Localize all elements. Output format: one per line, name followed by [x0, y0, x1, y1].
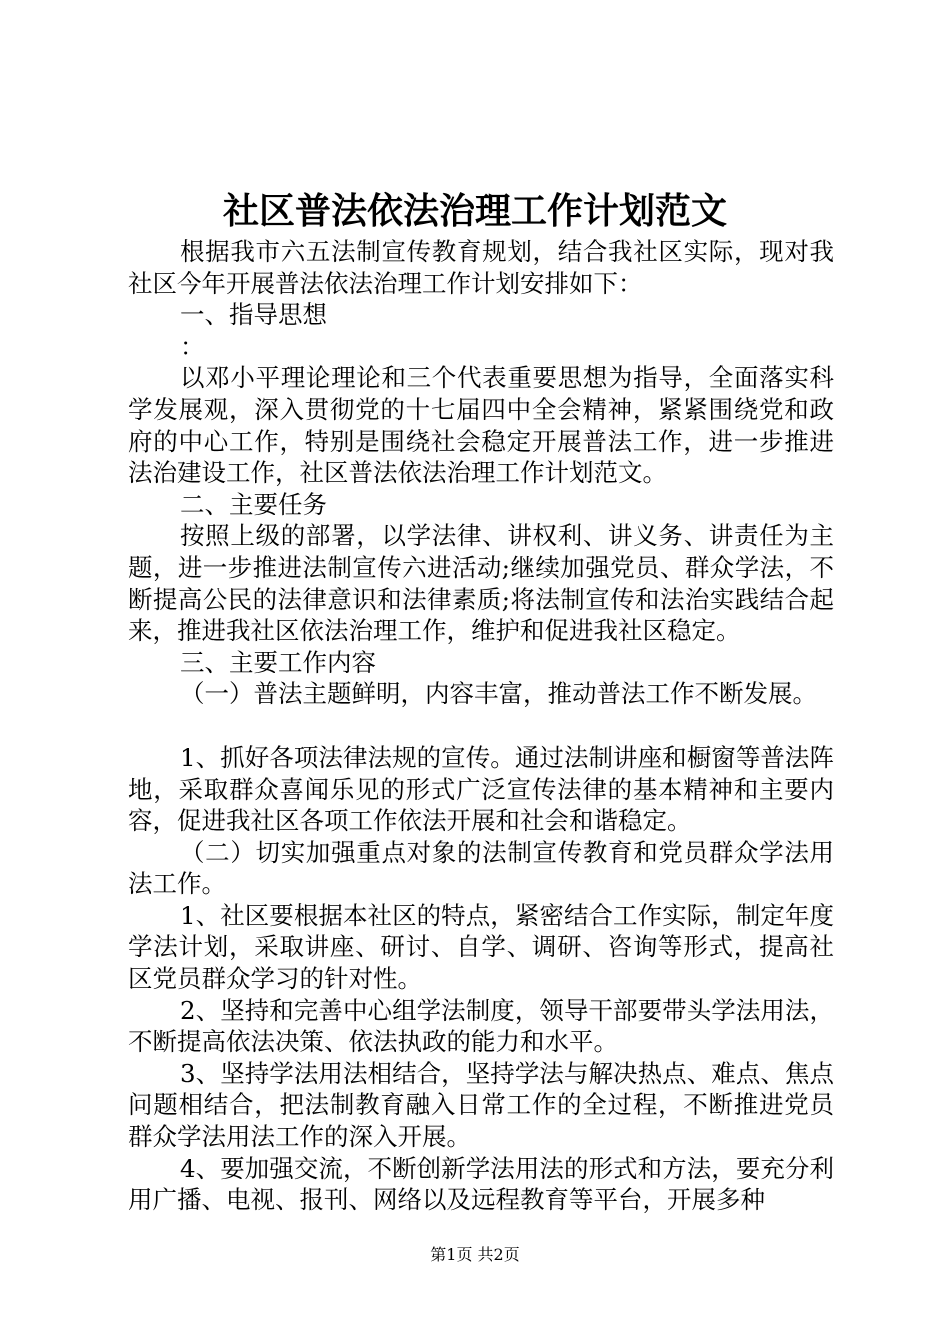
- subsection-heading-2: （二）切实加强重点对象的法制宣传教育和党员群众学法用法工作。: [128, 837, 834, 899]
- colon-line: ：: [180, 331, 205, 361]
- section-heading-work-content: 三、主要工作内容: [180, 647, 376, 677]
- guiding-ideology-paragraph: 以邓小平理论理论和三个代表重要思想为指导，全面落实科学发展观，深入贯彻党的十七届四中全会精神，紧紧围绕党和政府的中心工作，特别是围绕社会稳定开展普法工作，进一步推进法治建设工作，社区普法依法治理工作计划范文。: [128, 363, 834, 488]
- list-item: 3、坚持学法用法相结合，坚持学法与解决热点、难点、焦点问题相结合，把法制教育融入日常工作的全过程，不断推进党员群众学法用法工作的深入开展。: [128, 1058, 834, 1152]
- subsection-heading-1: （一）普法主题鲜明，内容丰富，推动普法工作不断发展。: [180, 679, 817, 709]
- blank-line: [128, 710, 834, 742]
- document-body: [128, 236, 834, 1216]
- list-item: 4、要加强交流，不断创新学法用法的形式和方法，要充分利用广播、电视、报刊、网络以及远程教育等平台，开展多种: [128, 1153, 834, 1215]
- list-item: 1、抓好各项法律法规的宣传。通过法制讲座和橱窗等普法阵地，采取群众喜闻乐见的形式广泛宣传法律的基本精神和主要内容，促进我社区各项工作依法开展和社会和谐稳定。: [128, 742, 834, 836]
- intro-paragraph: 根据我市六五法制宣传教育规划，结合我社区实际，现对我社区今年开展普法依法治理工作计划安排如下：: [128, 237, 834, 298]
- section-heading-guiding-ideology: 一、指导思想: [180, 300, 327, 330]
- section-heading-main-tasks: 二、主要任务: [180, 489, 327, 519]
- document-title: 社区普法依法治理工作计划范文: [222, 190, 727, 232]
- main-tasks-paragraph: 按照上级的部署，以学法律、讲权利、讲义务、讲责任为主题，进一步推进法制宣传六进活动;继续加强党员、群众学法，不断提高公民的法律意识和法律素质;将法制宣传和法治实践结合起来，推进我社区依法治理工作，维护和促进我社区稳定。: [128, 521, 834, 646]
- list-item: 2、坚持和完善中心组学法制度，领导干部要带头学法用法，不断提高依法决策、依法执政的能力和水平。: [128, 995, 834, 1057]
- list-item: 1、社区要根据本社区的特点，紧密结合工作实际，制定年度学法计划，采取讲座、研讨、自学、调研、咨询等形式，提高社区党员群众学习的针对性。: [128, 900, 834, 994]
- page-footer: 第1页 共2页: [430, 1245, 520, 1264]
